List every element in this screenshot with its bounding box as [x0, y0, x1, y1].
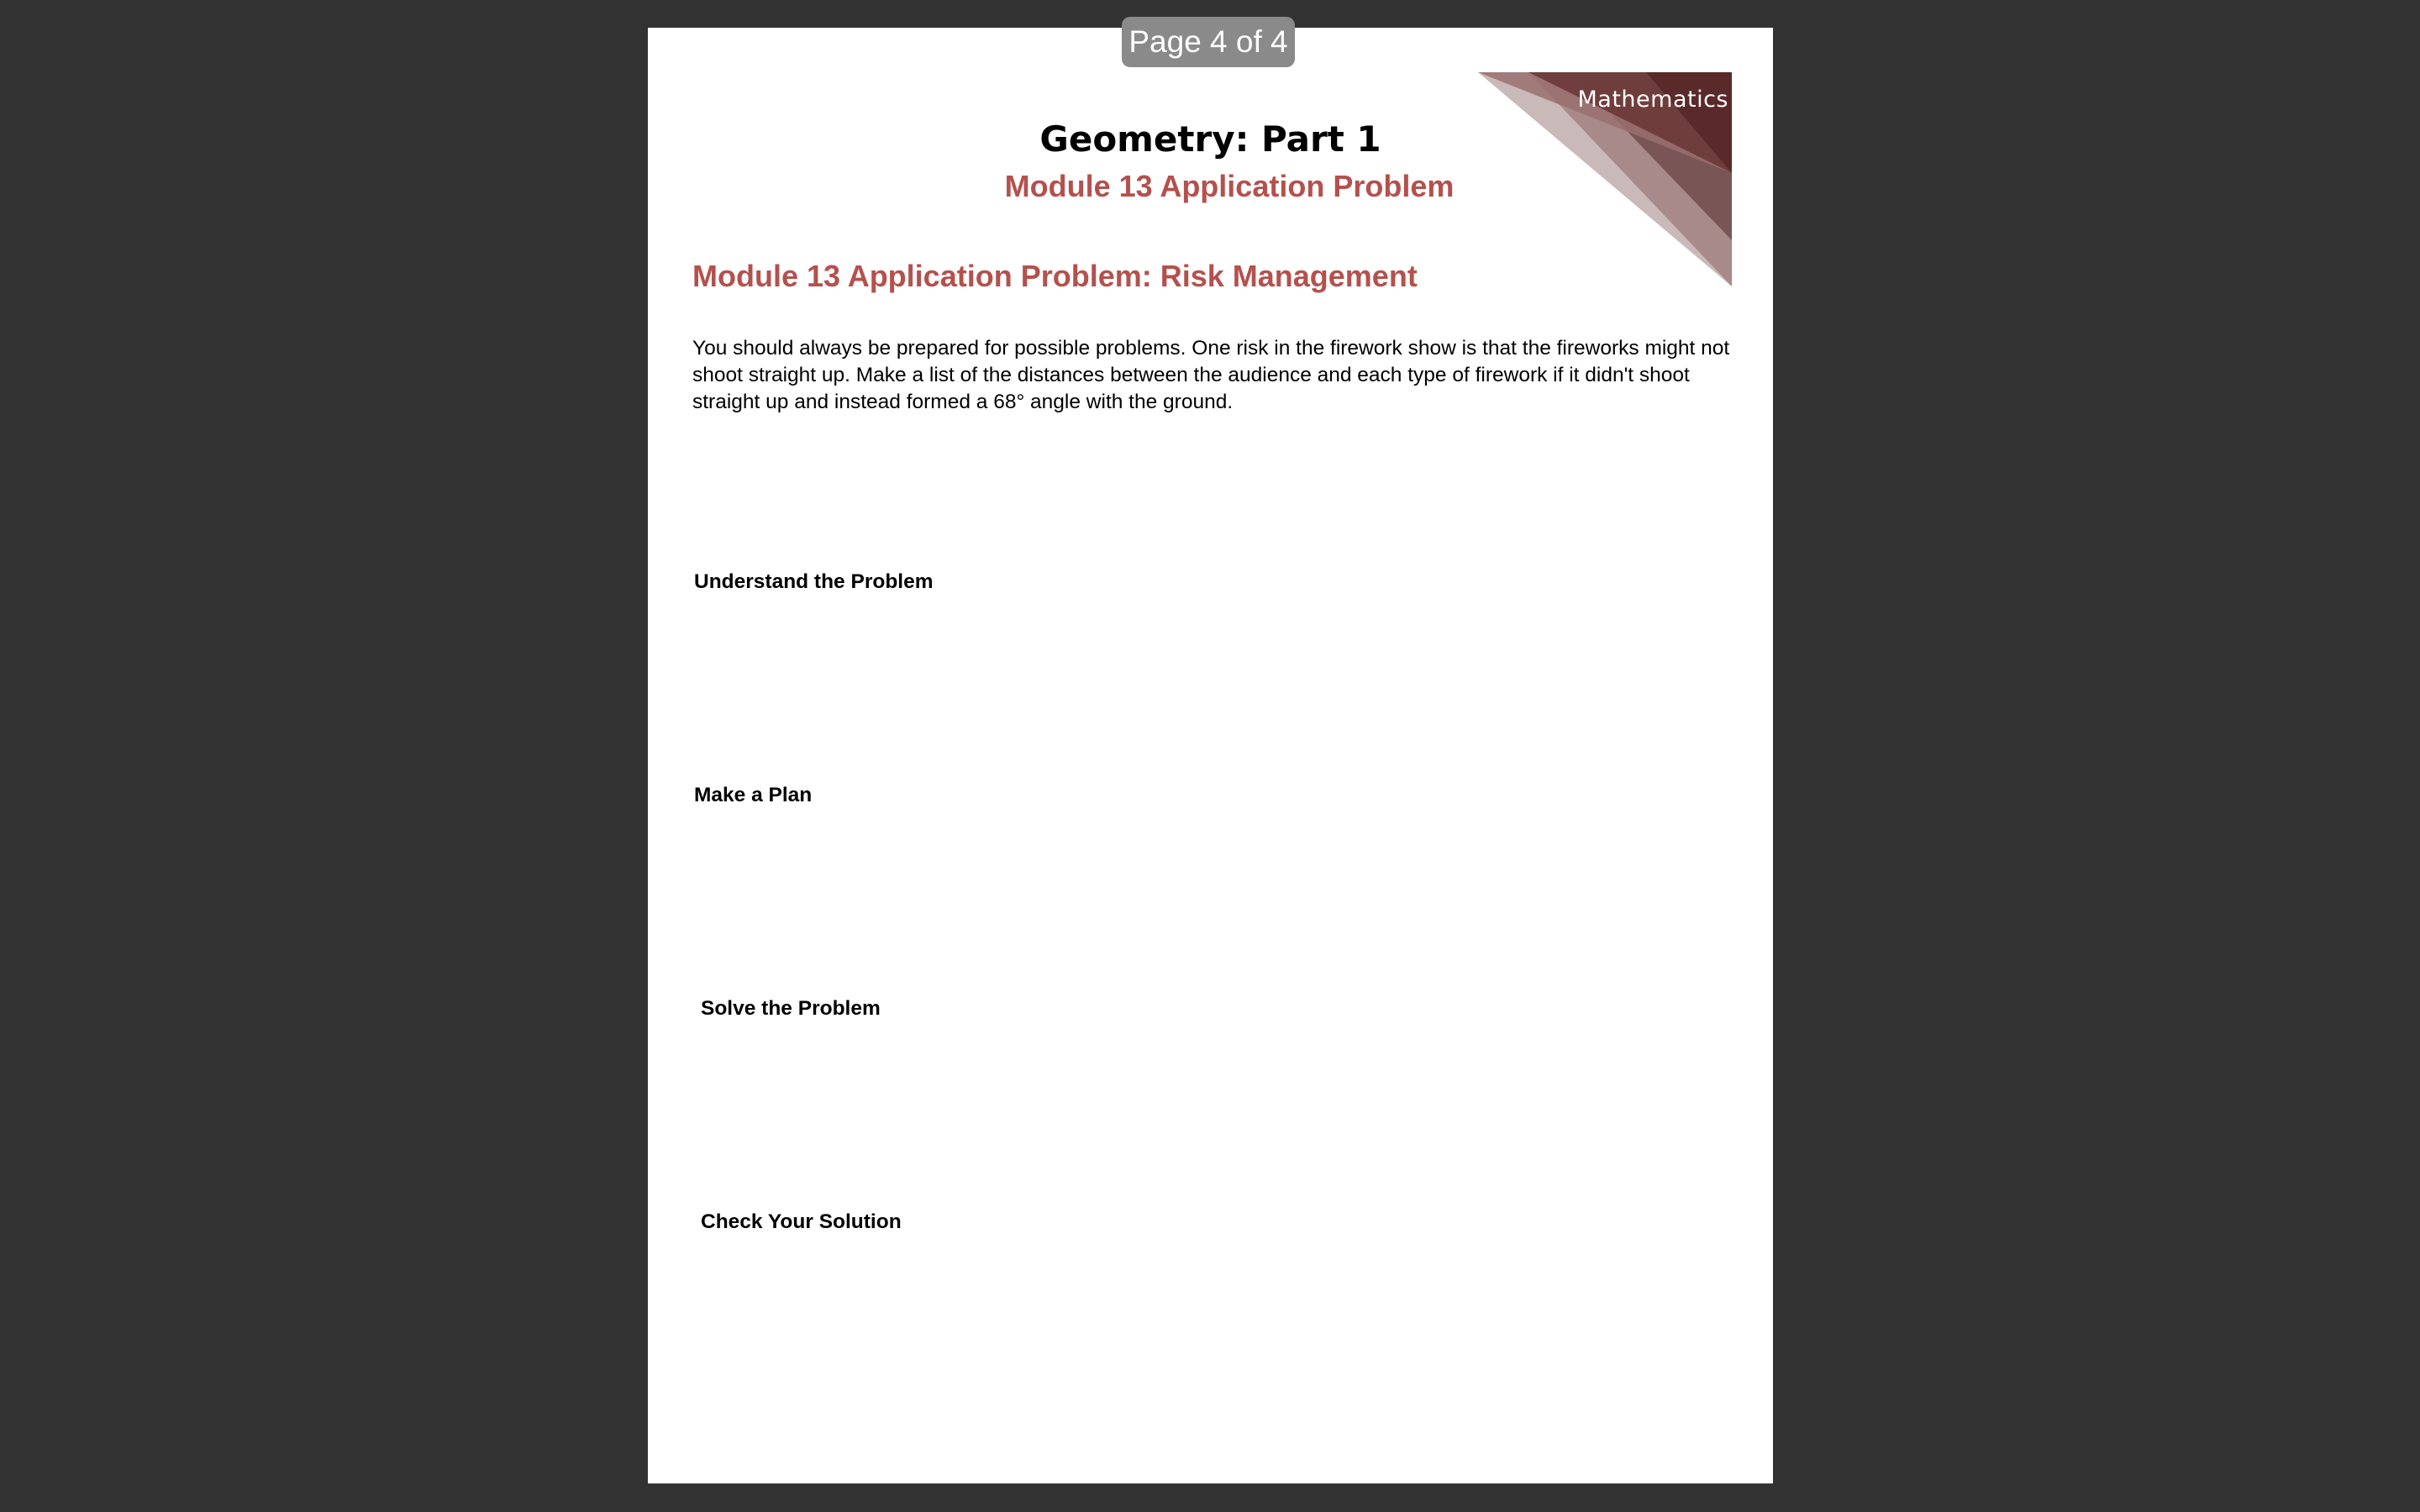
document-subtitle: Module 13 Application Problem — [1004, 169, 1455, 203]
section-heading: Module 13 Application Problem: Risk Management — [692, 259, 1418, 293]
subject-label: Mathematics — [1577, 87, 1728, 113]
step-solve-problem: Solve the Problem — [701, 997, 881, 1020]
step-check-solution: Check Your Solution — [701, 1210, 902, 1233]
page-indicator: Page 4 of 4 — [1122, 17, 1295, 67]
document-page — [648, 28, 1773, 1483]
problem-statement: You should always be prepared for possible problems. One risk in the firework show is that the fireworks might not shoot straight up. Make a list of the distances between the audience and each type of firework if it didn't shoot straight up and instead formed a 68° angle with the ground. — [692, 337, 1730, 413]
step-make-plan: Make a Plan — [694, 784, 813, 806]
step-understand-problem: Understand the Problem — [694, 570, 934, 593]
document-title: Geometry: Part 1 — [1039, 118, 1381, 160]
